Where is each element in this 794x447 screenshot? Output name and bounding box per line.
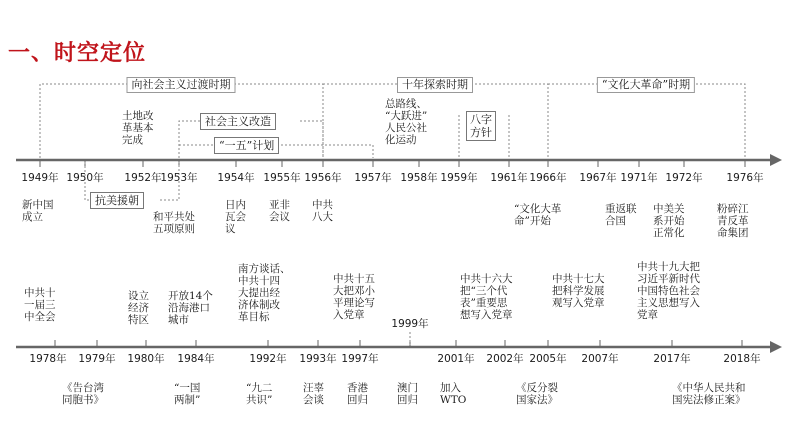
event-gang-of-four: 粉碎江 青反革 命集团 [717,203,749,239]
year-1972: 1972年 [665,172,703,184]
year-1949: 1949年 [21,172,59,184]
year-1992: 1992年 [249,353,287,365]
year-1997: 1997年 [341,353,379,365]
year-1971: 1971年 [620,172,658,184]
event-15th-congress: 中共十五 大把邓小 平理论写 入党章 [333,273,375,321]
event-8th-congress: 中共 八大 [312,199,333,223]
event-macau-return: 澳门 回归 [397,382,418,406]
year-2002: 2002年 [486,353,524,365]
year-1967: 1967年 [579,172,617,184]
year-1984: 1984年 [177,353,215,365]
year-1955: 1955年 [263,172,301,184]
page-title: 一、时空定位 [8,41,147,66]
event-hong-kong-return: 香港 回归 [347,382,368,406]
year-1966: 1966年 [529,172,567,184]
event-constitution-amendment: 《中华人民共和 国宪法修正案》 [672,382,746,406]
event-taiwan-letter: 《告台湾 同胞书》 [62,382,104,406]
event-geneva: 日内 瓦会 议 [225,199,246,235]
event-19th-congress: 中共十九大把 习近平新时代 中国特色社会 主义思想写入 党章 [637,261,700,321]
year-1999: 1999年 [391,318,429,330]
event-great-leap: 总路线、 “大跃进” 人民公社 化运动 [385,98,428,146]
event-16th-congress: 中共十六大 把“三个代 表”重要思 想写入党章 [460,273,513,321]
event-cultural-rev-start: “文化大革 命”开始 [514,203,562,227]
event-17th-congress: 中共十七大 把科学发展 观写入党章 [552,273,605,309]
year-1950: 1950年 [66,172,104,184]
year-1954: 1954年 [217,172,255,184]
box-korean-war: 抗美援朝 [90,192,144,209]
box-socialist-transformation: 社会主义改造 [200,113,276,130]
event-land-reform: 土地改 革基本 完成 [122,110,154,146]
year-1959: 1959年 [440,172,478,184]
event-southern-tour: 南方谈话、 中共十四 大提出经 济体制改 革目标 [238,263,291,323]
year-1993: 1993年 [299,353,337,365]
year-1979: 1979年 [78,353,116,365]
event-five-principles: 和平共处 五项原则 [153,211,195,235]
year-2007: 2007年 [581,353,619,365]
event-1992-consensus: “九二 共识” [246,382,273,406]
event-coastal-cities: 开放14个 沿海港口 城市 [168,290,213,326]
box-first-five-year-plan: “一五”计划 [214,137,279,154]
period-transition: 向社会主义过渡时期 [127,77,236,93]
period-cultural-revolution: “文化大革命”时期 [597,77,695,93]
event-sez: 设立 经济 特区 [128,290,149,326]
period-ten-years: 十年探索时期 [397,77,473,93]
event-third-plenum: 中共十 一届三 中全会 [24,287,56,323]
box-eight-character-policy: 八字 方针 [466,111,496,141]
year-1978: 1978年 [29,353,67,365]
event-join-wto: 加入 WTO [440,382,467,406]
year-1976: 1976年 [726,172,764,184]
year-1961: 1961年 [490,172,528,184]
event-prc-founded: 新中国 成立 [22,199,54,223]
timeline-arrow-1 [770,154,782,166]
event-bandung: 亚非 会议 [269,199,290,223]
year-1956: 1956年 [304,172,342,184]
year-2001: 2001年 [437,353,475,365]
event-wang-koo-talks: 汪辜 会谈 [303,382,324,406]
year-1958: 1958年 [400,172,438,184]
event-one-country-two-systems: “一国 两制” [174,382,201,406]
year-2005: 2005年 [529,353,567,365]
year-2018: 2018年 [723,353,761,365]
event-sino-us: 中美关 系开始 正常化 [653,203,685,239]
timeline-arrow-2 [770,341,782,353]
year-1980: 1980年 [127,353,165,365]
year-1953: 1953年 [160,172,198,184]
year-1957: 1957年 [354,172,392,184]
year-1952: 1952年 [124,172,162,184]
event-anti-secession-law: 《反分裂 国家法》 [516,382,558,406]
year-2017: 2017年 [653,353,691,365]
event-un-return: 重返联 合国 [605,203,637,227]
